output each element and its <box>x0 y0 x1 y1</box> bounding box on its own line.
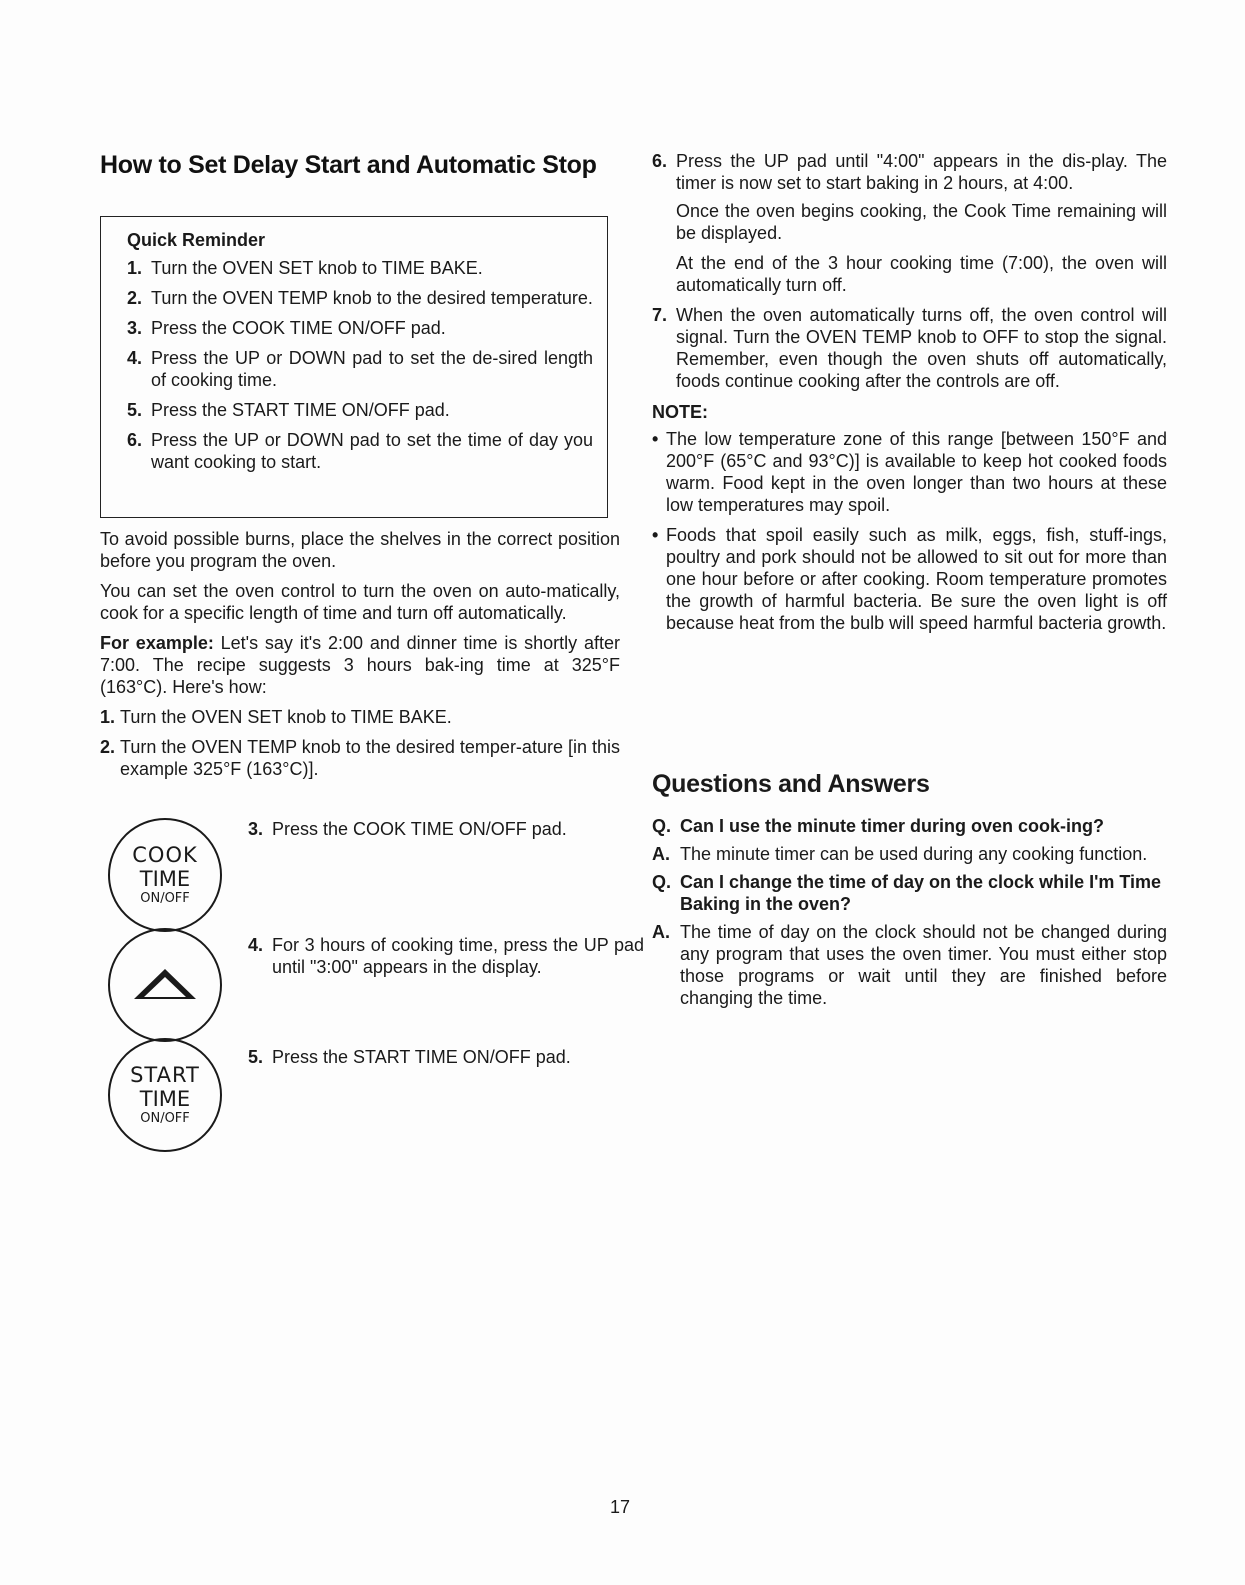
note-bullet: • The low temperature zone of this range [between 150°F and 200°F (65°C and 93°C)] is available to keep hot cooked foods warm. Food kept in the oven longer than two hours at these low temperatures may spoil. <box>652 429 1167 515</box>
quick-reminder-box <box>100 216 608 518</box>
quick-reminder-title: Quick Reminder <box>127 230 266 250</box>
question: Q. Can I use the minute timer during oven cook-ing? <box>652 816 1105 836</box>
step-1: 1. Turn the OVEN SET knob to TIME BAKE. <box>100 707 452 727</box>
page-number: 17 <box>609 1497 631 1517</box>
answer: A. The minute timer can be used during any cooking function. <box>652 844 1148 864</box>
step-6: 6. Press the UP pad until "4:00" appears in the dis-play. The timer is now set to start baking in 2 hours, at 4:00. <box>652 151 1167 193</box>
start-time-pad-icon: START TIME ON/OFF <box>108 1038 222 1152</box>
answer: A. The time of day on the clock should not be changed during any program that uses the oven timer. You must either stop those programs or wait until they are finished before changing the time. <box>652 922 1167 1008</box>
reminder-item: 3. Press the COOK TIME ON/OFF pad. <box>127 318 446 338</box>
intro-paragraph: You can set the oven control to turn the oven on auto-matically, cook for a specific length of time and turn off automatically. <box>100 581 620 623</box>
intro-text <box>100 528 620 788</box>
step-7: 7. When the oven automatically turns off, the oven control will signal. Turn the OVEN TEMP knob to OFF to stop the signal. Remember, even though the oven shuts off automatically, foods continue cooking after the controls are off. <box>652 305 1167 391</box>
example-paragraph: For example: Let's say it's 2:00 and dinner time is shortly after 7:00. The recipe suggests 3 hours bak-ing time at 325°F (163°C). Here's how: <box>100 633 620 697</box>
cook-time-pad-icon: COOK TIME ON/OFF <box>108 818 222 932</box>
reminder-item: 6. Press the UP or DOWN pad to set the time of day you want cooking to start. <box>127 430 593 472</box>
step-3: 3. Press the COOK TIME ON/OFF pad. <box>248 819 567 839</box>
note-label: NOTE: <box>652 402 708 422</box>
step-4: 4. For 3 hours of cooking time, press the UP pad until "3:00" appears in the display. <box>248 935 644 977</box>
note-bullet: • Foods that spoil easily such as milk, eggs, fish, stuff-ings, poultry and pork should not be allowed to sit out for more than one hour before or after cooking. Room temperature promotes the growth of harmful bacteria. Be sure the oven light is off because heat from the bulb will speed harmful bacteria growth. <box>652 525 1167 633</box>
qa-heading: Questions and Answers <box>652 770 930 798</box>
burns-warning: To avoid possible burns, place the shelves in the correct position before you program the oven. <box>100 529 620 571</box>
qa-list <box>652 815 1167 1017</box>
reminder-item: 2. Turn the OVEN TEMP knob to the desired temperature. <box>127 288 593 308</box>
step-6-note-2: At the end of the 3 hour cooking time (7:00), the oven will automatically turn off. <box>676 253 1167 295</box>
step-2: 2. Turn the OVEN TEMP knob to the desired temper-ature [in this example 325°F (163°C)]. <box>100 737 620 779</box>
reminder-item: 1. Turn the OVEN SET knob to TIME BAKE. <box>127 258 483 278</box>
page-title: How to Set Delay Start and Automatic Stop <box>100 151 597 179</box>
step-5: 5. Press the START TIME ON/OFF pad. <box>248 1047 571 1067</box>
step-6-note-1: Once the oven begins cooking, the Cook Time remaining will be displayed. <box>676 201 1167 243</box>
reminder-item: 5. Press the START TIME ON/OFF pad. <box>127 400 450 420</box>
right-column-steps <box>652 150 1167 642</box>
up-pad-icon <box>108 928 222 1042</box>
question: Q. Can I change the time of day on the clock while I'm Time Baking in the oven? <box>652 872 1162 914</box>
up-arrow-icon <box>130 965 200 1005</box>
reminder-item: 4. Press the UP or DOWN pad to set the de-sired length of cooking time. <box>127 348 593 390</box>
